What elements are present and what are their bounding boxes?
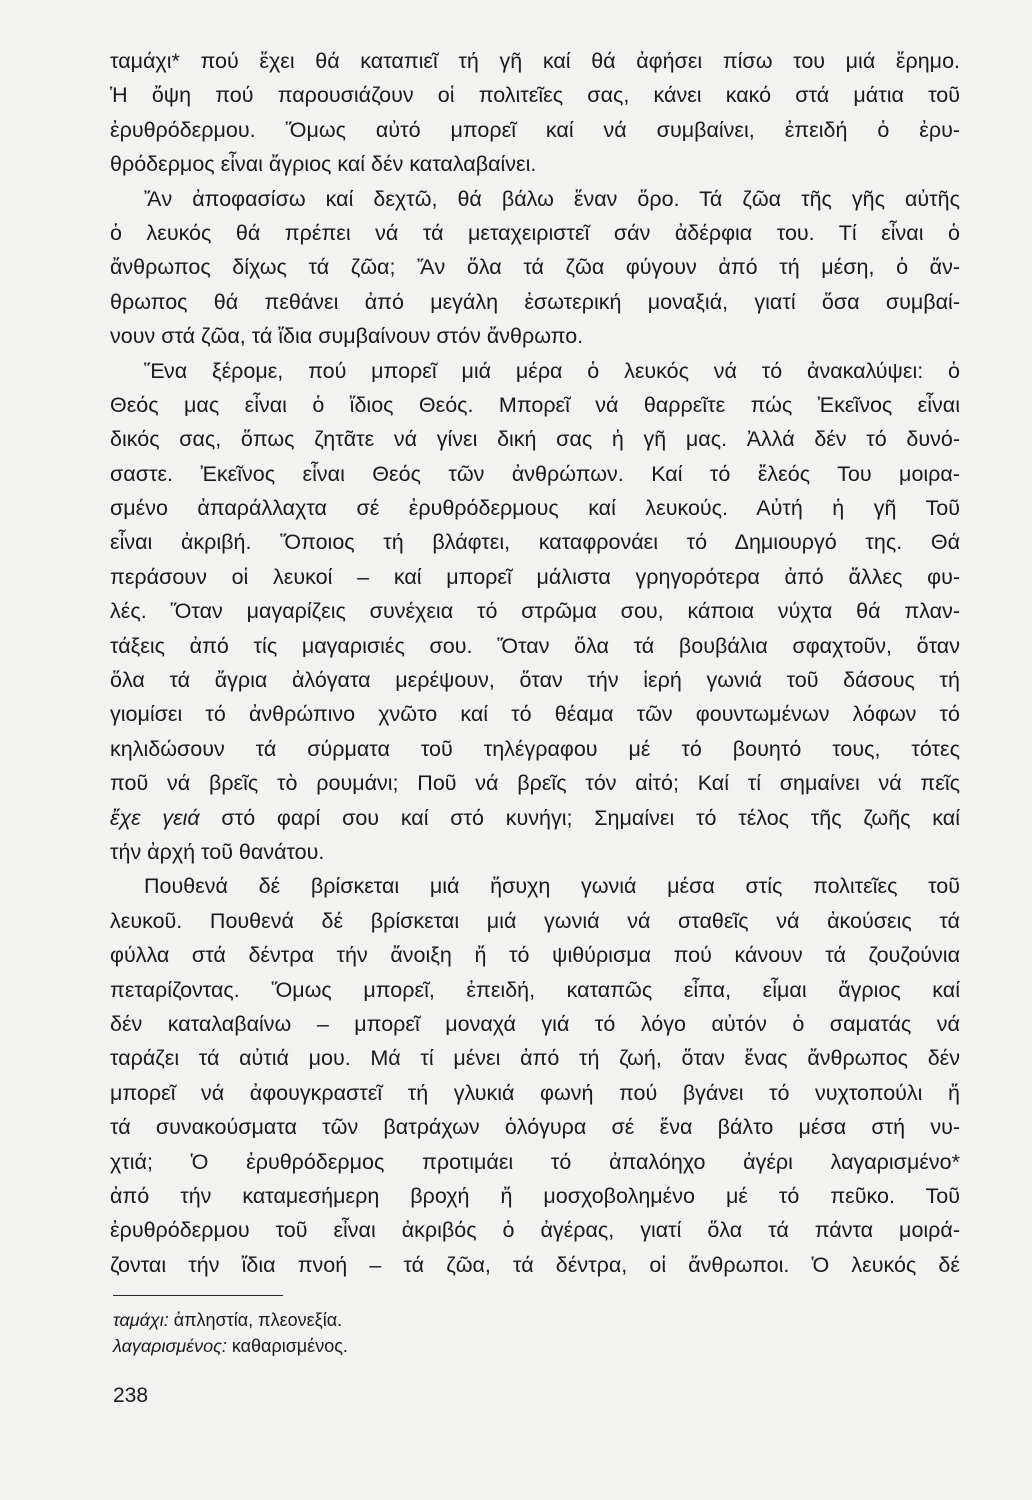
text-line: ἄνθρωπος δίχως τά ζῶα; Ἄν ὅλα τά ζῶα φύγουν ἀπό τή μέση, ὁ ἄν- bbox=[110, 255, 960, 280]
footnote-definition: ἀπληστία, πλεονεξία. bbox=[173, 1310, 343, 1330]
main-text bbox=[110, 44, 960, 1282]
text-line: χτιά; Ὁ ἐρυθρόδερμος προτιμάει τό ἀπαλόηχο ἀγέρι λαγαρισμένο* bbox=[110, 1149, 960, 1174]
text-line: ζονται τήν ἴδια πνοή – τά ζῶα, τά δέντρα, οἱ ἄνθρωποι. Ὁ λευκός δέ bbox=[110, 1252, 960, 1277]
text-line: θρωπος θά πεθάνει ἀπό μεγάλη ἐσωτερική μοναξιά, γιατί ὅσα συμβαί- bbox=[110, 289, 960, 314]
text-line: πεταρίζοντας. Ὅμως μπορεῖ, ἐπειδή, καταπῶς εἶπα, εἶμαι ἄγριος καί bbox=[110, 977, 960, 1002]
text-line: Ἄν ἀποφασίσω καί δεχτῶ, θά βάλω ἕναν ὅρο. Τά ζῶα τῆς γῆς αὐτῆς bbox=[144, 186, 960, 211]
text-line: Ἕνα ξέρομε, πού μπορεῖ μιά μέρα ὁ λευκός νά τό ἀνακαλύψει: ὁ bbox=[144, 358, 960, 383]
text-line: νουν στά ζῶα, τά ἴδια συμβαίνουν στόν ἄνθρωπο. bbox=[110, 324, 584, 349]
footnote-definition: καθαρισμένος. bbox=[231, 1336, 348, 1356]
text-line: Πουθενά δέ βρίσκεται μιά ἥσυχη γωνιά μέσα στίς πολιτεῖες τοῦ bbox=[144, 874, 960, 899]
text-line: σαστε. Ἐκεῖνος εἶναι Θεός τῶν ἀνθρώπων. Καί τό ἔλεός Του μοιρα- bbox=[110, 461, 960, 486]
text-line: ὁ λευκός θά πρέπει νά τά μεταχειριστεῖ σάν ἀδέρφια του. Τί εἶναι ὁ bbox=[110, 220, 960, 245]
text-line: λές. Ὅταν μαγαρίζεις συνέχεια τό στρῶμα σου, κάποια νύχτα θά πλαν- bbox=[110, 599, 960, 624]
footnote-divider bbox=[113, 1295, 283, 1296]
text-line: σμένο ἀπαράλλαχτα σέ ἐρυθρόδερμους καί λευκούς. Αὐτή ἡ γῆ Τοῦ bbox=[110, 496, 960, 521]
text-line: Θεός μας εἶναι ὁ ἴδιος Θεός. Μπορεῖ νά θαρρεῖτε πώς Ἐκεῖνος εἶναι bbox=[110, 392, 960, 417]
text-line: δικός σας, ὅπως ζητᾶτε νά γίνει δική σας ἡ γῆ μας. Ἀλλά δέν τό δυνό- bbox=[110, 427, 960, 452]
text-line: Ἡ ὄψη πού παρουσιάζουν οἱ πολιτεῖες σας, κάνει κακό στά μάτια τοῦ bbox=[110, 83, 960, 108]
text-line: φύλλα στά δέντρα τήν ἄνοιξη ἤ τό ψιθύρισμα πού κάνουν τά ζουζούνια bbox=[110, 943, 960, 968]
footnote bbox=[113, 1333, 713, 1359]
text-line: κηλιδώσουν τά σύρματα τοῦ τηλέγραφου μέ τό βουητό τους, τότες bbox=[110, 736, 960, 761]
text-line: θρόδερμος εἶναι ἄγριος καί δέν καταλαβαίνει. bbox=[110, 152, 537, 177]
footnote-term: ταμάχι: bbox=[113, 1310, 169, 1330]
text-line: λευκοῦ. Πουθενά δέ βρίσκεται μιά γωνιά νά σταθεῖς νά ἀκούσεις τά bbox=[110, 908, 960, 933]
text-line: μπορεῖ νά ἀφουγκραστεῖ τή γλυκιά φωνή πού βγάνει τό νυχτοπούλι ἤ bbox=[110, 1080, 960, 1105]
text-line: τήν ἀρχή τοῦ θανάτου. bbox=[110, 839, 325, 864]
text-line: τάξεις ἀπό τίς μαγαρισιές σου. Ὅταν ὅλα τά βουβάλια σφαχτοῦν, ὅταν bbox=[110, 633, 960, 658]
text-line: τά συνακούσματα τῶν βατράχων ὁλόγυρα σέ ἕνα βάλτο μέσα στή νυ- bbox=[110, 1115, 960, 1140]
text-line: περάσουν οἱ λευκοί – καί μπορεῖ μάλιστα γρηγορότερα ἀπό ἄλλες φυ- bbox=[110, 564, 960, 589]
text-line: ποῦ νά βρεῖς τὸ ρουμάνι; Ποῦ νά βρεῖς τόν αἰτό; Καί τί σημαίνει νά πεῖς bbox=[110, 771, 960, 796]
text-line: ἐρυθρόδερμου. Ὅμως αὐτό μπορεῖ καί νά συμβαίνει, ἐπειδή ὁ ἐρυ- bbox=[110, 117, 960, 142]
text-line: ἔχε γειά στό φαρί σου καί στό κυνήγι; Σημαίνει τό τέλος τῆς ζωῆς καί bbox=[110, 805, 961, 830]
text-line: ταράζει τά αὐτιά μου. Μά τί μένει ἀπό τή ζωή, ὅταν ἕνας ἄνθρωπος δέν bbox=[110, 1046, 960, 1071]
text-line: ταμάχι* πού ἔχει θά καταπιεῖ τή γῆ καί θά ἀφήσει πίσω του μιά ἔρημο. bbox=[110, 49, 960, 73]
footnote-term: λαγαρισμένος: bbox=[113, 1336, 227, 1356]
text-line: δέν καταλαβαίνω – μπορεῖ μοναχά γιά τό λόγο αὐτόν ὁ σαματάς νά bbox=[110, 1011, 960, 1036]
text-line: εἶναι ἀκριβή. Ὅποιος τή βλάφτει, καταφρονάει τό Δημιουργό της. Θά bbox=[110, 530, 960, 555]
footnotes bbox=[113, 1307, 713, 1359]
footnote bbox=[113, 1307, 713, 1333]
text-line: ἀπό τήν καταμεσήμερη βροχή ἤ μοσχοβολημένο μέ τό πεῦκο. Τοῦ bbox=[110, 1183, 960, 1208]
text-line: ὅλα τά ἄγρια ἀλόγατα μερέψουν, ὅταν τήν ἱερή γωνιά τοῦ δάσους τή bbox=[110, 668, 960, 693]
text-line: γιομίσει τό ἀνθρώπινο χνῶτο καί τό θέαμα τῶν φουντωμένων λόφων τό bbox=[110, 702, 960, 727]
page-number: 238 bbox=[113, 1384, 149, 1407]
text-line: ἐρυθρόδερμου τοῦ εἶναι ἀκριβός ὁ ἀγέρας, γιατί ὅλα τά πάντα μοιρά- bbox=[110, 1218, 960, 1243]
